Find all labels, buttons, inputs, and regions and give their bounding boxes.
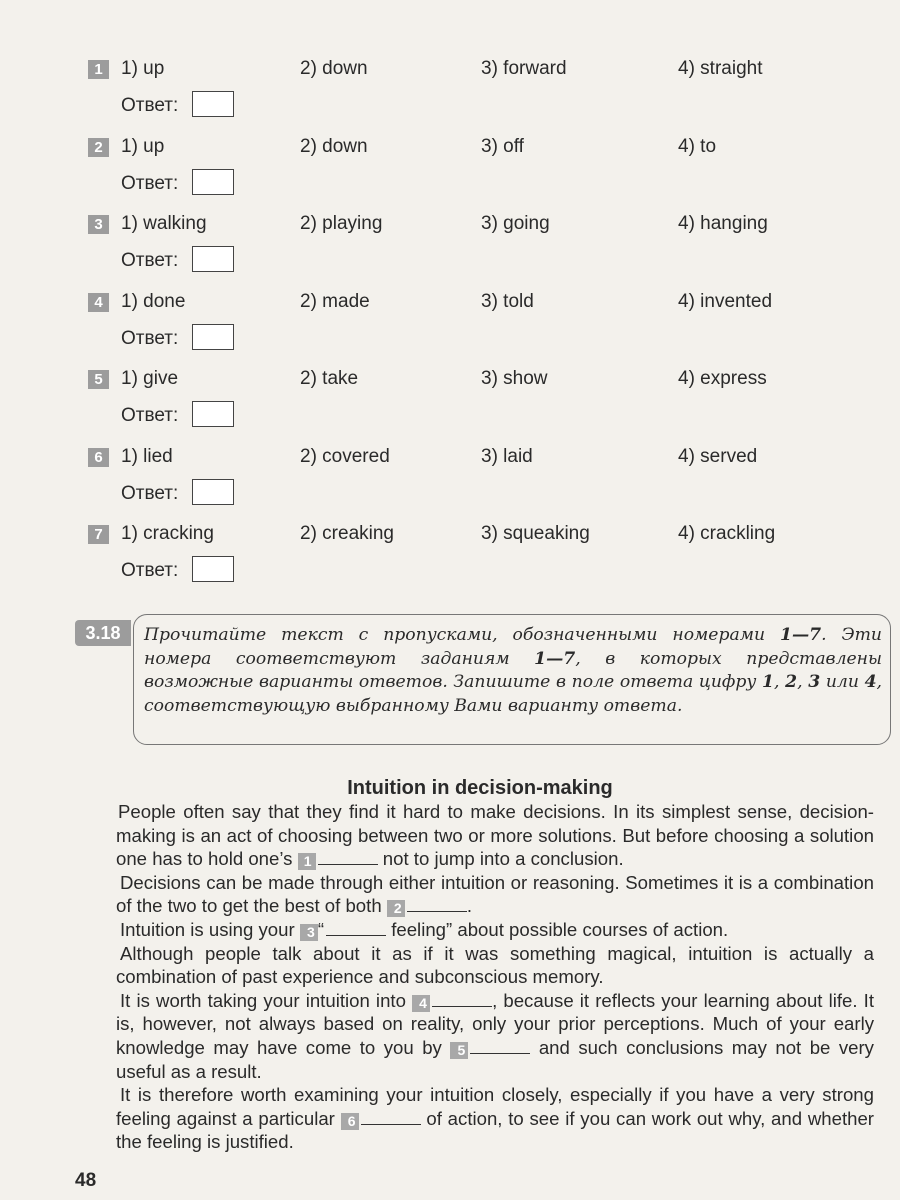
text-segment: People often say that they find it hard to make decisions. In its simplest sense, decision-making is an act of choosing between two or more solutions. But before choosing a solution one has to hold one’s [116, 801, 874, 870]
answer-label: Ответ: [121, 405, 179, 426]
task-number-badge: 4 [88, 293, 109, 312]
answer-option: 1) up [121, 58, 165, 79]
answer-option: 2) creaking [300, 523, 394, 544]
instruction-emphasis: 3 [808, 672, 821, 692]
answer-option: 3) off [481, 135, 524, 157]
answer-option: 3) squeaking [481, 523, 590, 544]
paragraph [116, 918, 874, 942]
answer-option: 3) told [481, 290, 534, 312]
answer-option: 4) crackling [678, 523, 776, 544]
task-item [88, 213, 888, 291]
instruction-text: или [820, 672, 865, 692]
answer-option: 2) covered [300, 445, 390, 467]
answer-option: 1) give [121, 368, 179, 389]
answer-option: 4) express [678, 368, 767, 389]
task-number-badge: 3 [88, 215, 109, 234]
instruction-emphasis: 1—7 [779, 625, 822, 645]
instruction-text: , в которых представлены возможные варианты ответов. Запишите в поле ответа цифру [144, 648, 882, 692]
instruction-emphasis: 1—7 [534, 648, 576, 669]
answer-option: 2) down [300, 58, 368, 79]
answer-option: 3) show [481, 368, 548, 389]
text-segment: , because it reflects your learning about life. It is, however, not always based on reality, only your prior perceptions. Much of your early knowledge may have come to you by [116, 989, 874, 1058]
paragraph [116, 800, 874, 871]
task-number-badge: 1 [88, 60, 109, 79]
gap-number-badge: 6 [341, 1113, 359, 1130]
answer-label: Ответ: [121, 250, 179, 271]
instruction-emphasis: 1 [762, 672, 774, 692]
instruction-box [133, 614, 891, 745]
answer-option: 3) laid [481, 445, 533, 467]
answer-option: 1) walking [121, 213, 207, 234]
answer-option: 1) lied [121, 445, 173, 467]
text-segment: It is therefore worth examining your intuition closely, especially if you have a very strong feeling against a particular [116, 1084, 874, 1129]
answer-option: 3) going [481, 213, 550, 234]
answer-option: 3) forward [481, 58, 567, 79]
answer-option: 1) up [121, 135, 165, 157]
task-number-badge: 2 [88, 138, 109, 157]
answer-option: 2) playing [300, 213, 383, 234]
answer-input[interactable] [192, 556, 234, 582]
answer-input[interactable] [192, 324, 234, 350]
text-segment: and such conclusions may not be very useful as a result. [116, 1036, 874, 1082]
gap-blank [318, 850, 378, 865]
text-segment: of action, to see if you can work out why, and whether the feeling is justified. [116, 1107, 874, 1153]
answer-option: 2) made [300, 290, 370, 312]
answer-option: 4) straight [678, 58, 763, 79]
gap-number-badge: 3 [300, 924, 318, 941]
task-item [88, 291, 888, 369]
answer-input[interactable] [192, 246, 234, 272]
task-item [88, 446, 888, 524]
text-title: Intuition in decision-making [347, 777, 613, 799]
text-segment: . [466, 895, 472, 917]
gap-number-badge: 5 [450, 1042, 468, 1059]
instruction-text: , [797, 672, 809, 692]
answer-input[interactable] [192, 91, 234, 117]
gap-number-badge: 2 [387, 900, 405, 917]
task-number-badge: 6 [88, 448, 109, 467]
gap-number-badge: 1 [298, 853, 316, 870]
text-segment: Intuition is using your [120, 918, 300, 940]
answer-input[interactable] [192, 169, 234, 195]
instruction-emphasis: 4 [864, 672, 877, 692]
paragraph [116, 989, 874, 1083]
reading-text [116, 800, 874, 1154]
gap-blank [326, 921, 386, 936]
paragraph [116, 1083, 874, 1154]
answer-option: 4) served [678, 445, 758, 467]
task-number-badge: 5 [88, 370, 109, 389]
gap-blank [470, 1039, 530, 1054]
answer-option: 4) hanging [678, 213, 768, 234]
gap-blank [432, 992, 492, 1007]
answer-option: 2) take [300, 368, 359, 389]
instruction-emphasis: 2 [785, 672, 798, 692]
exercise-number: 3.18 [75, 620, 131, 646]
text-segment: feeling” about possible courses of action. [386, 918, 729, 940]
text-segment: Although people talk about it as if it was something magical, intuition is actually a combination of past experience and subconscious memory. [116, 942, 874, 988]
answer-option: 4) invented [678, 290, 773, 312]
answer-label: Ответ: [121, 327, 179, 349]
page-number: 48 [75, 1170, 97, 1191]
quote-mark: “ [317, 918, 325, 940]
text-segment: It is worth taking your intuition into [120, 989, 413, 1011]
answer-label: Ответ: [121, 560, 179, 581]
instruction-text: Прочитайте текст с пропусками, обозначенными номерами [144, 625, 780, 645]
text-segment: not to jump into a conclusion. [377, 848, 624, 870]
gap-blank [407, 897, 467, 912]
task-item [88, 523, 888, 601]
answer-option: 1) done [121, 290, 186, 312]
task-item [88, 58, 888, 136]
instruction-text: , соответствующую выбранному Вами варианту ответа. [144, 672, 882, 716]
answer-input[interactable] [192, 479, 234, 505]
task-item [88, 368, 888, 446]
answer-label: Ответ: [121, 95, 179, 116]
answer-option: 1) cracking [121, 523, 214, 544]
gap-blank [361, 1110, 421, 1125]
answer-label: Ответ: [121, 482, 179, 504]
answer-input[interactable] [192, 401, 234, 427]
task-item [88, 136, 888, 214]
gap-number-badge: 4 [412, 995, 430, 1012]
task-number-badge: 7 [88, 525, 109, 544]
instruction-text: , [773, 672, 786, 692]
paragraph [116, 942, 874, 989]
text-segment: Decisions can be made through either intuition or reasoning. Sometimes it is a combination of the two to get the best of both [116, 871, 874, 917]
instruction-text: . Эти номера соответствуют заданиям [144, 625, 882, 669]
answer-option: 2) down [300, 135, 368, 157]
answer-option: 4) to [678, 135, 717, 157]
answer-label: Ответ: [121, 172, 179, 194]
paragraph [116, 871, 874, 918]
